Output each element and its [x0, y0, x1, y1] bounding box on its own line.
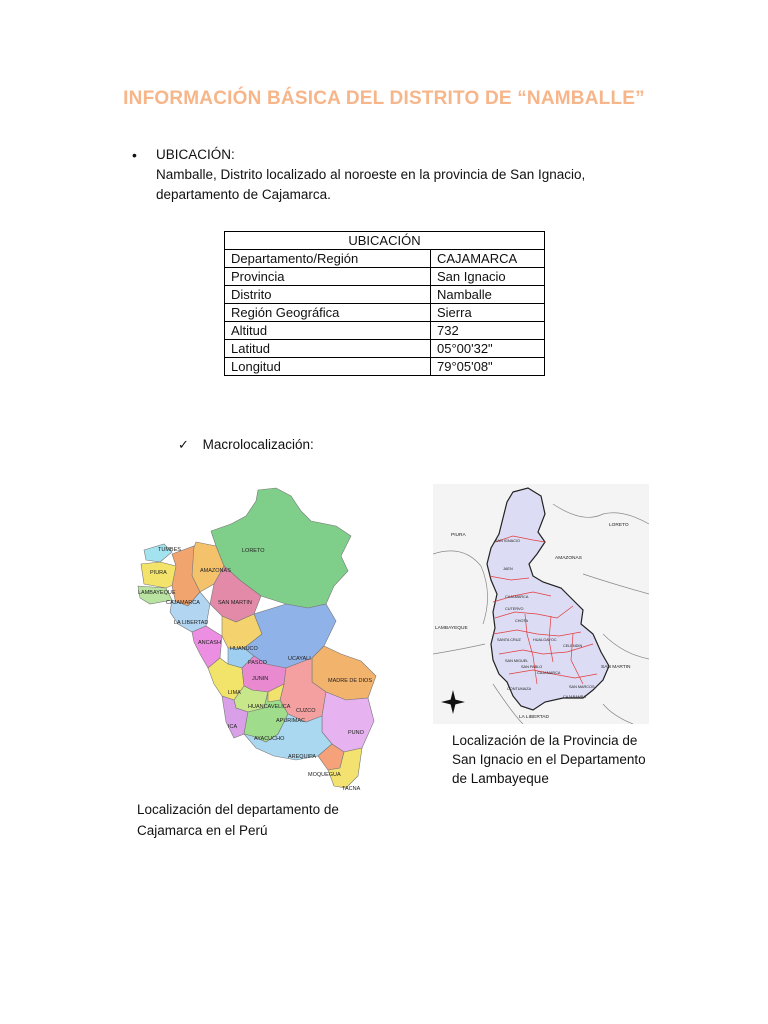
table-cell-label: Departamento/Región: [225, 250, 431, 268]
table-row: [225, 250, 545, 268]
checkmark-icon: ✓: [178, 437, 189, 452]
map-label: LA LIBERTAD: [519, 715, 549, 720]
table-row: [225, 286, 545, 304]
table-cell-value: 79°05'08": [431, 358, 545, 376]
map-label: HUALGAYOC: [533, 638, 557, 642]
map-label: AREQUIPA: [288, 754, 317, 760]
map-label: JAEN: [503, 567, 513, 571]
map-label: ANCASH: [198, 640, 221, 646]
map-label: PIURA: [150, 570, 167, 576]
map-label: PUNO: [348, 730, 364, 736]
map-label: CAJAMARCA: [166, 600, 200, 606]
ubicacion-table: [224, 231, 545, 376]
map-label: JUNIN: [252, 676, 269, 682]
map-label: SANTA CRUZ: [497, 638, 521, 642]
map-label: SAN MARTIN: [218, 600, 252, 606]
map-label: HUANUCO: [230, 646, 258, 652]
ubicacion-section: [132, 145, 585, 205]
map-label: ICA: [228, 724, 238, 730]
caption-line: Cajamarca en el Perú: [137, 823, 268, 838]
table-cell-label: Latitud: [225, 340, 431, 358]
map-label: CAJAMARCA: [505, 595, 529, 599]
map-label: PIURA: [451, 533, 466, 538]
map-label: APURIMAC: [276, 718, 306, 724]
map-label: SAN PABLO: [521, 665, 543, 669]
map-label: CAJABAMBA: [563, 695, 586, 699]
map-label: CUZCO: [296, 708, 316, 714]
table-row: [225, 268, 545, 286]
map-label: SAN MIGUEL: [505, 659, 529, 663]
ubicacion-text-line2: departamento de Cajamarca.: [156, 187, 331, 202]
table-cell-value: Sierra: [431, 304, 545, 322]
map-label: CAJAMARCA: [537, 671, 561, 675]
caption-provincia: [452, 731, 667, 788]
table-cell-label: Región Geográfica: [225, 304, 431, 322]
table-cell-value: Namballe: [431, 286, 545, 304]
caption-line: San Ignacio en el Departamento: [452, 752, 646, 767]
map-label: LORETO: [242, 548, 265, 554]
map-label: AYACUCHO: [254, 736, 285, 742]
map-label: PASCO: [248, 660, 267, 666]
ubicacion-heading: UBICACIÓN:: [156, 147, 235, 162]
table-cell-label: Distrito: [225, 286, 431, 304]
map-label: TUMBES: [158, 547, 181, 553]
map-label: MADRE DE DIOS: [328, 678, 373, 684]
caption-peru: [137, 799, 367, 841]
page-title: INFORMACIÓN BÁSICA DEL DISTRITO DE “NAMBALLE”: [123, 88, 645, 109]
map-label: CELENDIN: [563, 644, 583, 648]
map-label: CONTUMAZA: [507, 687, 532, 691]
map-label: LORETO: [609, 523, 629, 528]
table-cell-value: San Ignacio: [431, 268, 545, 286]
map-label: SAN MARTIN: [601, 665, 631, 670]
map-label: TACNA: [342, 786, 361, 792]
table-cell-value: 05°00'32": [431, 340, 545, 358]
caption-line: Localización del departamento de: [137, 802, 339, 817]
table-cell-label: Provincia: [225, 268, 431, 286]
map-label: AMAZONAS: [200, 568, 231, 574]
map-label: AMAZONAS: [555, 556, 582, 561]
table-row: [225, 358, 545, 376]
map-label: CHOTA: [515, 619, 529, 623]
table-header: UBICACIÓN: [225, 232, 545, 250]
map-label: HUANCAVELICA: [248, 704, 291, 710]
peru-map: [136, 486, 386, 798]
table-cell-value: 732: [431, 322, 545, 340]
caption-line: Localización de la Provincia de: [452, 733, 638, 748]
bullet-icon: •: [132, 147, 137, 163]
cajamarca-map: [433, 484, 649, 724]
map-label: LAMBAYEQUE: [435, 626, 468, 631]
macrolocalizacion: [178, 437, 314, 453]
map-label: MOQUEGUA: [308, 772, 341, 778]
map-label: SAN IGNACIO: [495, 539, 520, 543]
map-label: CUTERVO: [505, 607, 524, 611]
caption-line: de Lambayeque: [452, 771, 549, 786]
table-cell-value: CAJAMARCA: [431, 250, 545, 268]
map-label: SAN MARCOS: [569, 685, 595, 689]
table-cell-label: Longitud: [225, 358, 431, 376]
table-row: [225, 322, 545, 340]
map-label: LAMBAYEQUE: [138, 590, 176, 596]
map-label: LA LIBERTAD: [174, 620, 209, 626]
table-row: [225, 340, 545, 358]
map-label: UCAYALI: [288, 656, 311, 662]
ubicacion-text-line1: Namballe, Distrito localizado al noroeste en la provincia de San Ignacio,: [156, 167, 586, 182]
table-cell-label: Altitud: [225, 322, 431, 340]
table-row: [225, 304, 545, 322]
map-label: LIMA: [228, 690, 241, 696]
macrolocalizacion-label: Macrolocalización:: [202, 437, 314, 452]
